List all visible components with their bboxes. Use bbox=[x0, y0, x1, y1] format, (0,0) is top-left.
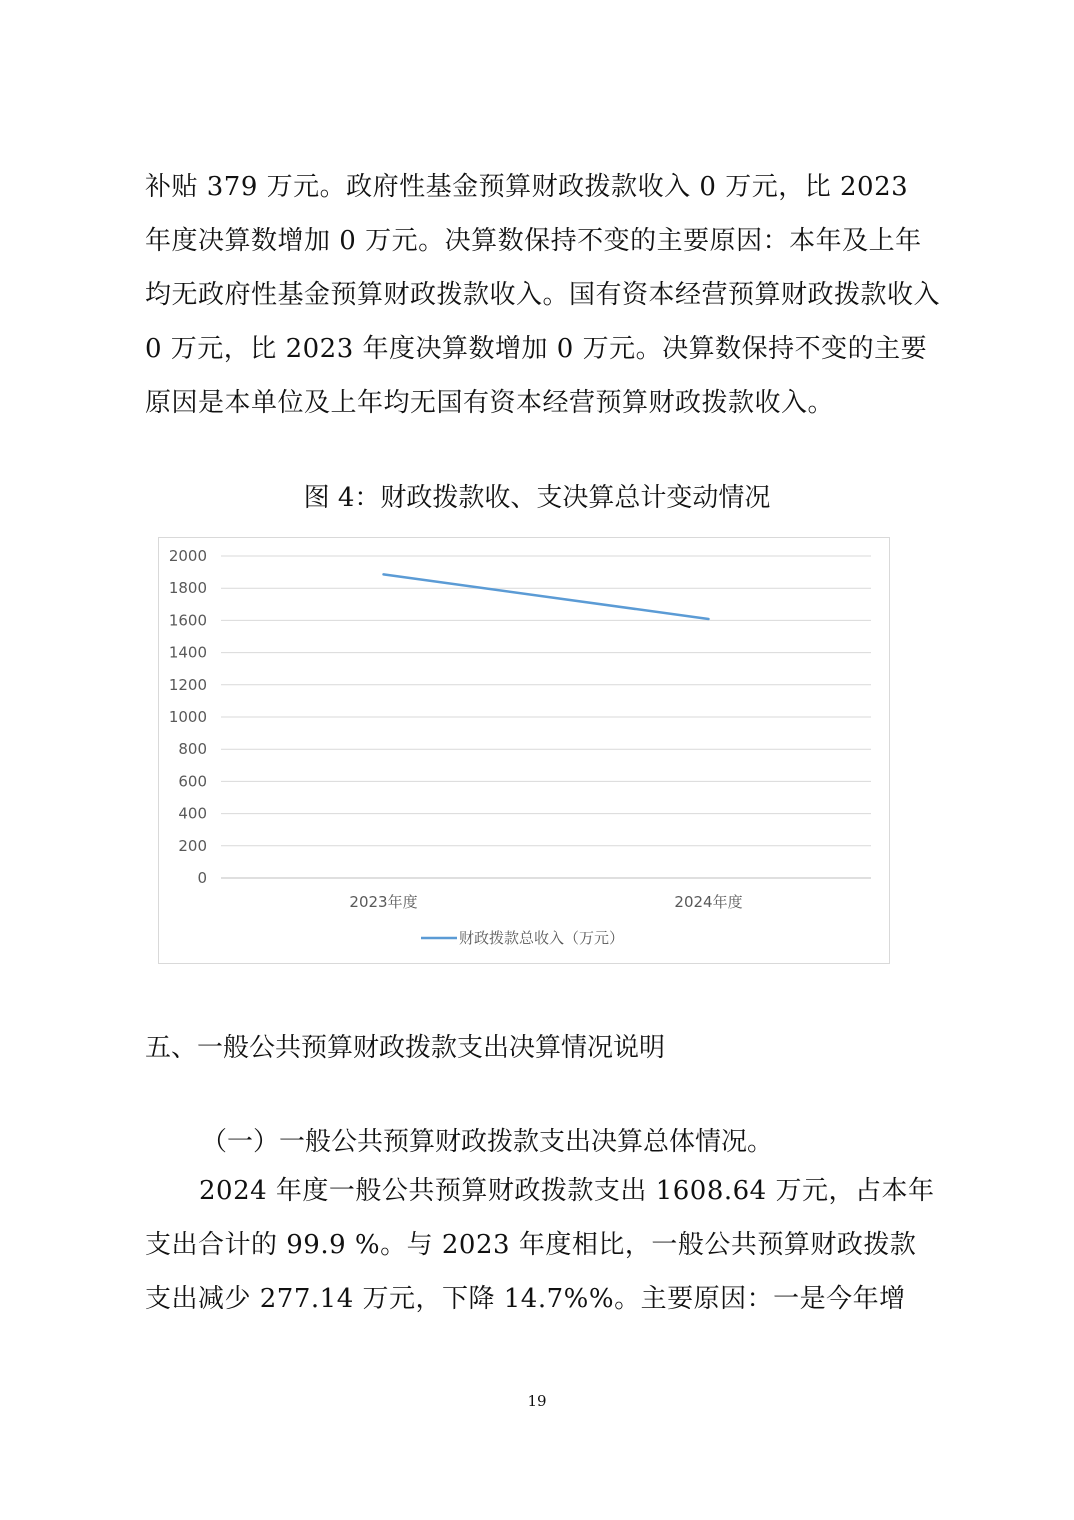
y-tick-label: 600 bbox=[178, 772, 207, 791]
y-tick-label: 2000 bbox=[168, 547, 207, 565]
page-number: 19 bbox=[527, 1392, 547, 1410]
y-tick-label: 400 bbox=[178, 804, 207, 823]
y-tick-label: 1800 bbox=[168, 579, 207, 598]
y-tick-label: 0 bbox=[197, 869, 207, 887]
y-tick-label: 1400 bbox=[168, 643, 207, 662]
x-tick-label: 2024年度 bbox=[674, 893, 743, 911]
legend-label: 财政拨款总收入（万元） bbox=[459, 929, 625, 947]
y-tick-label: 1600 bbox=[168, 611, 207, 630]
chart-canvas bbox=[159, 538, 891, 965]
subsection-heading: （一）一般公共预算财政拨款支出决算总体情况。 bbox=[201, 1127, 774, 1157]
y-tick-label: 200 bbox=[178, 836, 207, 855]
x-tick-label: 2023年度 bbox=[349, 893, 418, 911]
y-tick-label: 1200 bbox=[168, 675, 207, 694]
y-tick-label: 800 bbox=[178, 740, 207, 759]
section-heading: 五、一般公共预算财政拨款支出决算情况说明 bbox=[145, 1033, 666, 1063]
series-line bbox=[384, 574, 709, 619]
body-paragraph-expenditure: 2024 年度一般公共预算财政拨款支出 1608.64 万元，占本年支出合计的 99.9 %。与 2023 年度相比，一般公共预算财政拨款支出减少 277.14 万元，下降 14.7%%。主要原因：一是今年增 bbox=[145, 1176, 935, 1314]
body-paragraph-income: 补贴 379 万元。政府性基金预算财政拨款收入 0 万元，比 2023 年度决算数增加 0 万元。决算数保持不变的主要原因：本年及上年均无政府性基金预算财政拨款收入。国有资本经营预算财政拨款收入 0 万元，比 2023 年度决算数增加 0 万元。决算数保持不变的主要原因是本单位及上年均无国有资本经营预算财政拨款收入。 bbox=[145, 172, 941, 418]
figure-title: 图 4：财政拨款收、支决算总计变动情况 bbox=[303, 483, 771, 513]
y-tick-label: 1000 bbox=[168, 708, 207, 726]
line-chart bbox=[158, 537, 890, 964]
